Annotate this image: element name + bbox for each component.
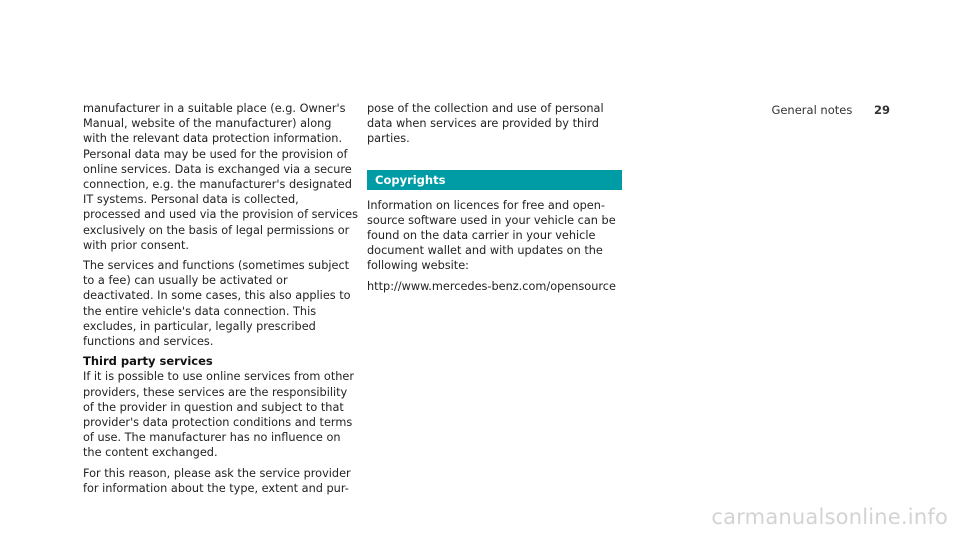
- paragraph: pose of the collection and use of personal data when services are provided by third parties.: [367, 102, 604, 146]
- paragraph: manufacturer in a suitable place (e.g. Owner's Manual, website of the manufacturer) along with the relevant data protection information. Personal data may be used for the provision of online services. Data is exchanged via a secure connection, e.g. the manufacturer's designated IT systems. Personal data is collected, processed and used via the provision of services exclusively on the basis of legal permissions or with prior consent.: [83, 102, 359, 252]
- section-title: General notes: [771, 103, 853, 117]
- paragraph: For this reason, please ask the service provider for information about the type, extent and pur-: [83, 466, 351, 495]
- page-number: 29: [873, 103, 890, 117]
- copyrights-banner: Copyrights: [367, 170, 622, 190]
- paragraph: If it is possible to use online services from other providers, these services are the responsibility of the provider in question and subject to that provider's data protection conditions and terms of use. The manufacturer has no influence on the content exchanged.: [83, 370, 355, 460]
- paragraph: Information on licences for free and open-source software used in your vehicle can be found on the data carrier in your vehicle document wallet and with updates on the following website:: [367, 198, 616, 273]
- third-party-services-heading: Third party services: [83, 354, 213, 369]
- opensource-url: http://www.mercedes-benz.com/opensource: [367, 279, 616, 293]
- watermark: carmanualsonline.info: [711, 505, 948, 529]
- paragraph: The services and functions (sometimes subject to a fee) can usually be activated or deactivated. In some cases, this also applies to the entire vehicle's data connection. This excludes, in particular, legally prescribed functions and services.: [83, 259, 351, 349]
- left-column: [83, 101, 358, 501]
- page-header: [771, 103, 890, 117]
- middle-column: [367, 101, 622, 299]
